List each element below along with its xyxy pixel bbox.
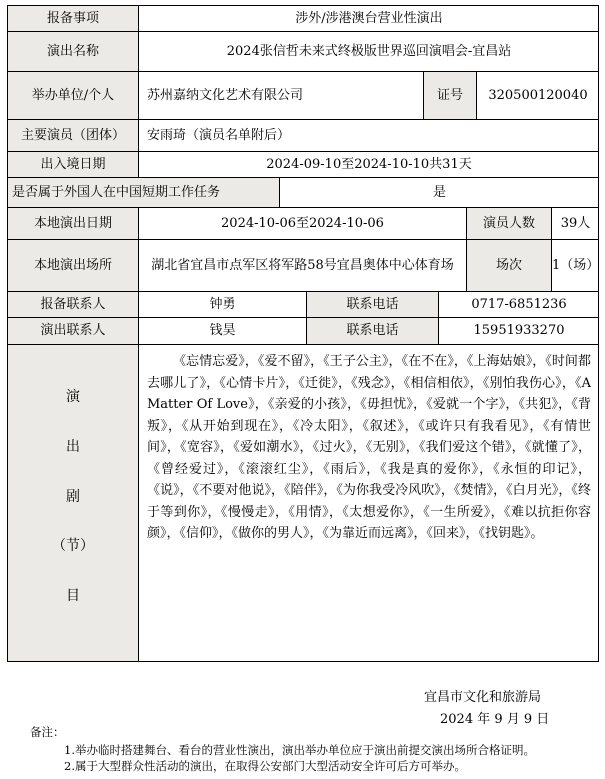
- show-phone-value: 15951933270: [439, 318, 599, 345]
- notes-item: 1.举办临时搭建舞台、看台的营业性演出，演出举办单位应于演出前提交演出场所合格证明。: [64, 743, 535, 757]
- organizer-value: 苏州嘉纳文化艺术有限公司: [139, 72, 424, 120]
- performer-count-value: 39人: [552, 208, 599, 240]
- issue-date: 2024 年 9 月 9 日: [440, 712, 550, 727]
- category-value: 涉外/涉港澳台营业性演出: [139, 6, 599, 32]
- sessions-value: 1（场）: [552, 240, 599, 292]
- performer-count-label: 演员人数: [467, 208, 552, 240]
- cert-label: 证号: [424, 72, 477, 120]
- cert-value: 320500120040: [477, 72, 599, 120]
- program-label-char: 目: [66, 587, 80, 604]
- sessions-label: 场次: [467, 240, 552, 292]
- main-performer-value: 安雨琦（演员名单附后）: [139, 120, 599, 152]
- issuing-agency: 宜昌市文化和旅游局: [424, 690, 542, 705]
- entry-exit-label: 出入境日期: [8, 152, 139, 178]
- venue-value: 湖北省宜昌市点军区将军路58号宜昌奥体中心体育场: [139, 240, 467, 292]
- report-contact-label: 报备联系人: [8, 292, 139, 318]
- venue-label: 本地演出场所: [8, 240, 139, 292]
- show-contact-name: 钱昊: [139, 318, 307, 345]
- local-date-value: 2024-10-06至2024-10-06: [139, 208, 467, 240]
- program-label-char: 演: [66, 389, 80, 406]
- show-phone-label: 联系电话: [307, 318, 439, 345]
- report-contact-name: 钟勇: [139, 292, 307, 318]
- category-label: 报备事项: [8, 6, 139, 32]
- foreign-work-label: 是否属于外国人在中国短期工作任务: [8, 178, 280, 208]
- program-label-char: （节）: [52, 538, 94, 555]
- organizer-label: 举办单位/个人: [8, 72, 139, 120]
- show-name-value: 2024张信哲未来式终极版世界巡回演唱会-宜昌站: [139, 32, 599, 72]
- foreign-work-value: 是: [280, 178, 599, 208]
- local-date-label: 本地演出日期: [8, 208, 139, 240]
- main-performer-label: 主要演员（团体）: [8, 120, 139, 152]
- report-phone-label: 联系电话: [307, 292, 439, 318]
- show-name-label: 演出名称: [8, 32, 139, 72]
- show-contact-label: 演出联系人: [8, 318, 139, 345]
- notes-item: 2.属于大型群众性活动的演出，在取得公安部门大型活动安全许可后方可举办。: [64, 759, 466, 773]
- notes-title: 备注：: [30, 725, 65, 739]
- report-phone-value: 0717-6851236: [439, 292, 599, 318]
- program-label-char: 出: [66, 438, 80, 455]
- filing-table: [7, 5, 599, 662]
- program-label-char: 剧: [66, 488, 80, 505]
- entry-exit-value: 2024-09-10至2024-10-10共31天: [139, 152, 599, 178]
- program-label: [8, 345, 139, 661]
- program-list: 《忘情忘爱》，《爱不留》，《王子公主》，《在不在》，《上海姑娘》，《时间都去哪儿了》，《心情卡片》，《迁徙》，《残念》，《相信相依》，《别怕我伤心》，《A Matter Of Love》，《亲爱的小孩》，《毋担忧》，《爱就一个字》，《共犯》，《背叛》，《从开始到现在》，《冷太阳》，《叙述》，《或许只有我看见》，《有情世间》，《宽容》，《爱如潮水》，《过火》，《无别》，《我们爱这个错》，《就懂了》，《曾经爱过》，《滚滚红尘》，《雨后》，《我是真的爱你》，《永恒的印记》，《说》，《不要对他说》，《陪伴》，《为你我受冷风吹》，《焚情》，《白月光》，《终于等到你》，《慢慢走》，《用情》，《太想爱你》，《一生所爱》，《难以抗拒你容颜》，《信仰》，《做你的男人》，《为靠近而远离》，《回来》，《找钥匙》。: [147, 354, 591, 541]
